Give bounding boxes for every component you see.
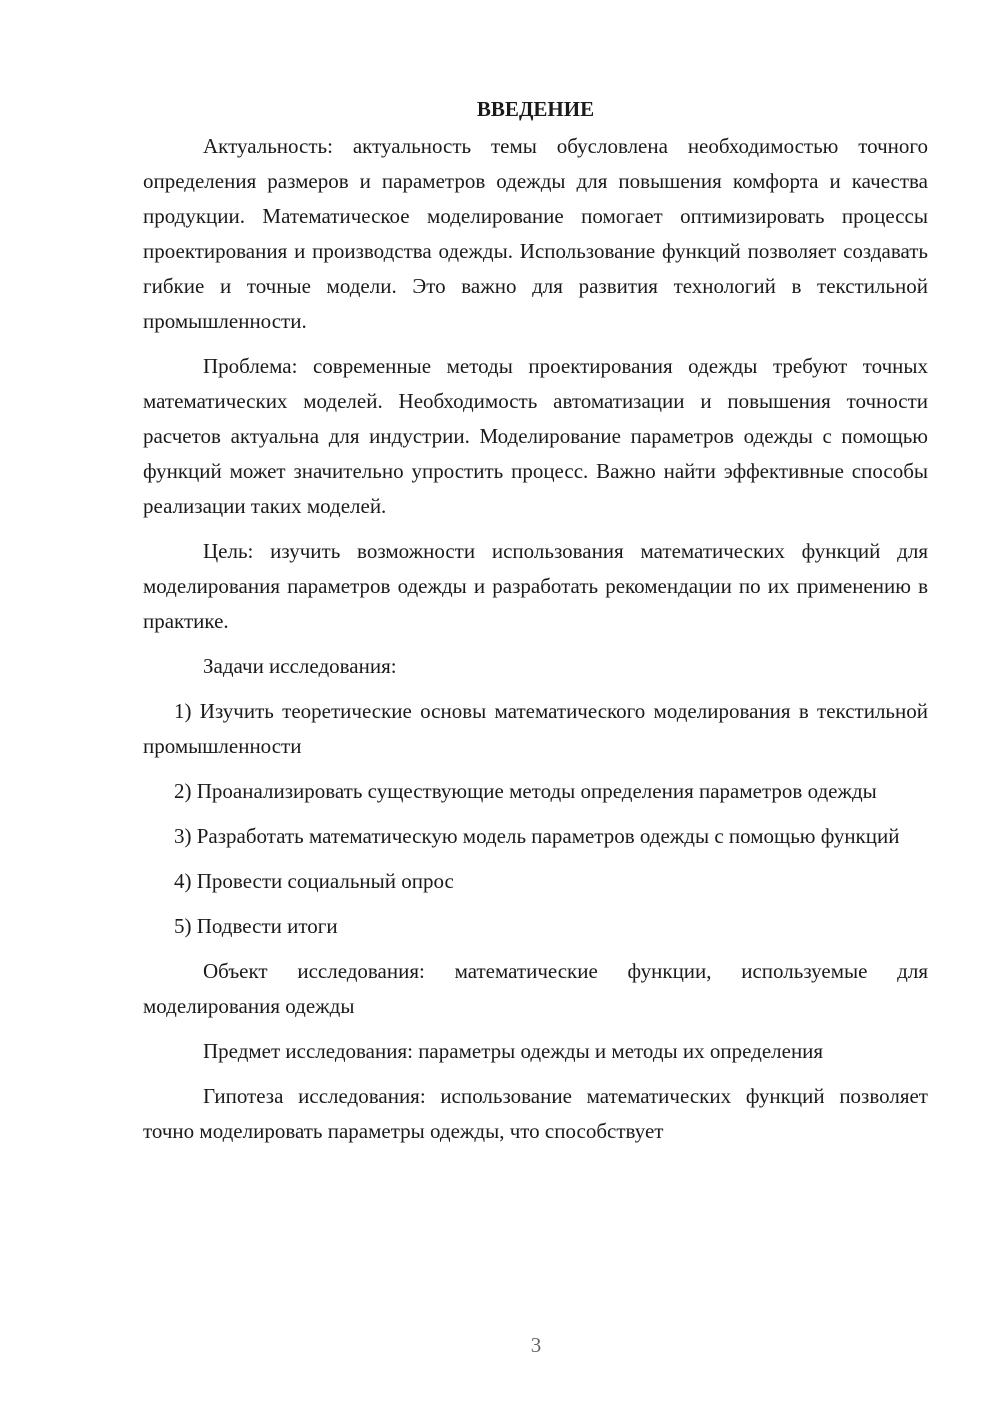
- problem-paragraph: Проблема: современные методы проектирования одежды требуют точных математических моделей. Необходимость автоматизации и повышения точности расчетов актуальна для индустрии. Моделирование параметров одежды с помощью функций может значительно упростить процесс. Важно найти эффективные способы реализации таких моделей.: [143, 354, 928, 518]
- task-item-3: 3) Разработать математическую модель параметров одежды с помощью функций: [174, 824, 900, 848]
- task-item-5: 5) Подвести итоги: [174, 914, 338, 938]
- task-item-1: 1) Изучить теоретические основы математического моделирования в текстильной промышленности: [143, 699, 928, 758]
- relevance-paragraph: Актуальность: актуальность темы обусловлена необходимостью точного определения размеров и параметров одежды для повышения комфорта и качества продукции. Математическое моделирование помогает оптимизировать процессы проектирования и производства одежды. Использование функций позволяет создавать гибкие и точные модели. Это важно для развития технологий в текстильной промышленности.: [143, 134, 928, 333]
- tasks-list: [143, 694, 928, 944]
- object-paragraph: Объект исследования: математические функции, используемые для моделирования одежды: [143, 959, 928, 1018]
- task-item-2: 2) Проанализировать существующие методы определения параметров одежды: [174, 779, 877, 803]
- subject-paragraph: Предмет исследования: параметры одежды и методы их определения: [203, 1039, 824, 1063]
- task-item-4: 4) Провести социальный опрос: [174, 869, 454, 893]
- document-title: ВВЕДЕНИЕ: [476, 97, 595, 121]
- goal-paragraph: Цель: изучить возможности использования математических функций для моделирования параметров одежды и разработать рекомендации по их применению в практике.: [143, 539, 928, 633]
- tasks-heading: Задачи исследования:: [203, 654, 397, 678]
- page-number: 3: [530, 1333, 542, 1357]
- hypothesis-paragraph: Гипотеза исследования: использование математических функций позволяет точно моделировать параметры одежды, что способствует: [143, 1084, 928, 1143]
- document-page: [143, 92, 928, 1159]
